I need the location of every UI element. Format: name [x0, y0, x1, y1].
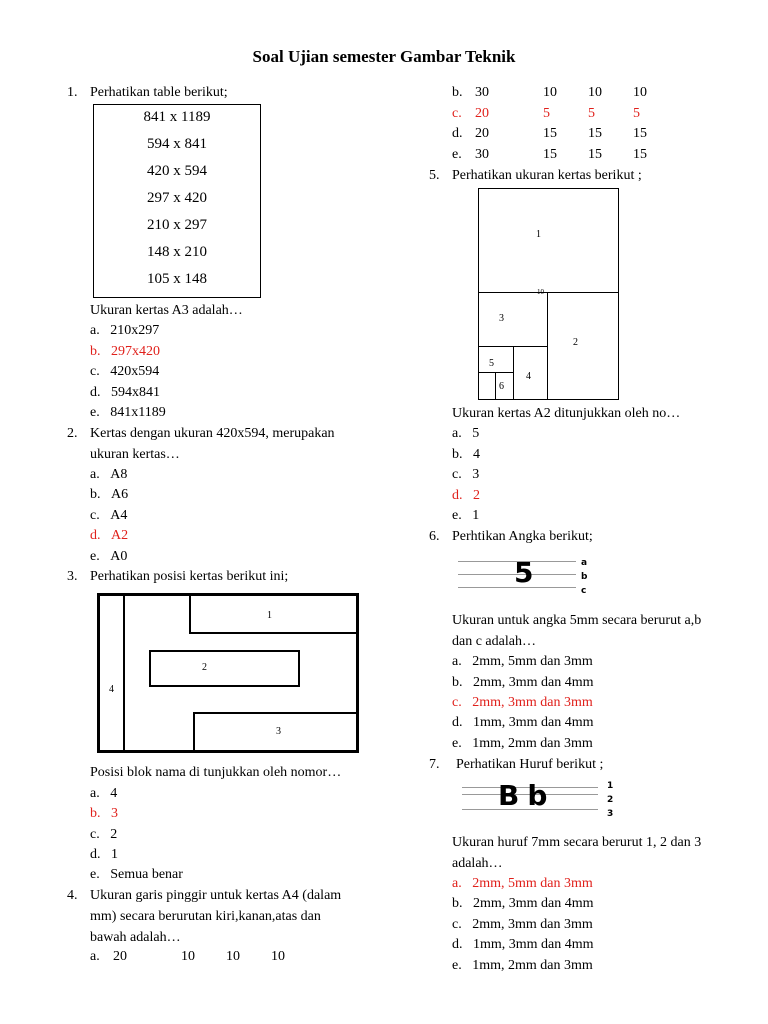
paper-size-table [93, 104, 261, 298]
q5-option-e[interactable] [452, 507, 479, 525]
q3-option-a[interactable] [90, 785, 117, 803]
q4-text-line3: bawah adalah… [90, 930, 181, 945]
option-letter: c. [452, 106, 462, 121]
q6-text: Perhtikan Angka berikut; [452, 529, 593, 544]
q6-text-line1: Ukuran untuk angka 5mm secara berurut a,b [452, 613, 702, 628]
q1-option-d[interactable] [90, 384, 160, 402]
option-letter: e. [452, 958, 462, 973]
q1-text: Perhatikan table berikut; [90, 85, 228, 100]
option-value: 10 [543, 85, 557, 100]
q5-option-b[interactable] [452, 446, 480, 464]
option-value: 20 [475, 126, 489, 141]
option-text: A0 [110, 549, 128, 564]
option-letter: e. [452, 147, 462, 162]
q1-option-e[interactable] [90, 404, 166, 422]
q7-option-e[interactable] [452, 957, 593, 975]
area-label: 2 [573, 337, 578, 348]
option-letter: a. [452, 426, 462, 441]
q4-text-line1: Ukuran garis pinggir untuk kertas A4 (dalam [90, 888, 342, 903]
option-text: 594x841 [111, 385, 160, 400]
block-label: 1 [267, 610, 272, 621]
option-text: Semua benar [110, 867, 183, 882]
area-label: 3 [499, 313, 504, 324]
q7-text-line1: Ukuran huruf 7mm secara berurut 1, 2 dan 3 [452, 835, 702, 850]
q2-option-c[interactable] [90, 507, 127, 525]
option-letter: d. [90, 385, 101, 400]
q7-number: 7. [429, 757, 440, 772]
q1-prompt: Ukuran kertas A3 adalah… [90, 303, 243, 318]
option-letter: b. [452, 85, 463, 100]
area-label: 6 [499, 381, 504, 392]
area-5 [478, 346, 514, 373]
option-text: 3 [111, 806, 118, 821]
option-letter: a. [90, 949, 100, 964]
letter-figure [462, 781, 622, 825]
option-text: 2mm, 5mm dan 3mm [472, 654, 593, 669]
area-2 [547, 292, 619, 400]
area-label: 10 [537, 288, 544, 296]
option-text: 2mm, 3mm dan 3mm [472, 695, 593, 710]
option-letter: d. [452, 126, 463, 141]
q3-option-b[interactable] [90, 805, 118, 823]
q6-option-b[interactable] [452, 674, 594, 692]
q3-option-d[interactable] [90, 846, 118, 864]
option-letter: b. [452, 447, 463, 462]
mark-label: b [581, 572, 588, 582]
option-text: 4 [110, 786, 118, 801]
mark-label: 1 [607, 781, 614, 791]
option-text: 2mm, 3mm dan 4mm [473, 675, 594, 690]
q2-option-e[interactable] [90, 548, 127, 566]
table-row: 594 x 841 [147, 136, 207, 152]
option-text: A6 [111, 487, 129, 502]
q2-option-a[interactable] [90, 466, 127, 484]
option-letter: e. [452, 508, 462, 523]
option-letter: a. [90, 786, 100, 801]
block-2 [149, 650, 300, 687]
option-value: 20 [475, 106, 489, 121]
option-value: 30 [475, 85, 489, 100]
q5-prompt: Ukuran kertas A2 ditunjukkan oleh no… [452, 406, 681, 421]
option-letter: c. [452, 695, 462, 710]
table-row: 148 x 210 [147, 244, 207, 260]
q2-text-line2: ukuran kertas… [90, 447, 180, 462]
q6-text-line2: dan c adalah… [452, 634, 536, 649]
option-text: 2mm, 3mm dan 4mm [473, 896, 594, 911]
q1-option-a[interactable] [90, 322, 159, 340]
q3-option-e[interactable] [90, 866, 183, 884]
mark-label: a [581, 558, 588, 568]
option-value: 15 [588, 147, 602, 162]
option-letter: d. [452, 488, 463, 503]
q3-prompt: Posisi blok nama di tunjukkan oleh nomor… [90, 765, 342, 780]
option-text: 2 [473, 488, 480, 503]
q3-option-c[interactable] [90, 826, 117, 844]
q4-text-line2: mm) secara berurutan kiri,kanan,atas dan [90, 909, 321, 924]
q7-text: Perhatikan Huruf berikut ; [456, 757, 604, 772]
q7-text-line2: adalah… [452, 856, 503, 871]
block-label: 2 [202, 662, 207, 673]
option-value: 10 [633, 85, 647, 100]
paper-size-diagram [478, 188, 619, 400]
option-value: 20 [113, 949, 127, 964]
q7-option-c[interactable] [452, 916, 593, 934]
q6-number: 6. [429, 529, 440, 544]
option-text: 2 [110, 827, 118, 842]
q1-number: 1. [67, 85, 78, 100]
option-text: 3 [472, 467, 480, 482]
option-text: 1 [472, 508, 480, 523]
option-value: 10 [181, 949, 195, 964]
option-letter: e. [90, 549, 100, 564]
area-label: 5 [489, 358, 494, 369]
option-letter: c. [90, 827, 100, 842]
option-text: 1 [111, 847, 118, 862]
area-6 [495, 372, 514, 400]
q5-option-c[interactable] [452, 466, 479, 484]
option-text: A2 [111, 528, 129, 543]
paper-layout-diagram [97, 593, 359, 753]
option-letter: a. [90, 323, 100, 338]
option-letter: c. [452, 467, 462, 482]
option-value: 5 [633, 106, 640, 121]
q5-number: 5. [429, 168, 440, 183]
option-text: 2mm, 5mm dan 3mm [472, 876, 593, 891]
option-letter: c. [90, 508, 100, 523]
q5-option-d[interactable] [452, 487, 480, 505]
option-letter: b. [90, 806, 101, 821]
table-row: 105 x 148 [147, 271, 207, 287]
area-3 [478, 292, 548, 347]
block-label: 3 [276, 726, 281, 737]
option-letter: b. [452, 675, 463, 690]
q2-option-d[interactable] [90, 527, 128, 545]
option-value: 15 [633, 126, 647, 141]
q7-option-a[interactable] [452, 875, 593, 893]
q3-number: 3. [67, 569, 78, 584]
option-value: 15 [543, 126, 557, 141]
digit-5: 5 [514, 556, 534, 589]
table-row: 210 x 297 [147, 217, 207, 233]
option-letter: a. [90, 467, 100, 482]
block-3 [193, 712, 356, 750]
option-letter: d. [90, 847, 101, 862]
option-value: 5 [543, 106, 550, 121]
q3-text: Perhatikan posisi kertas berikut ini; [90, 569, 289, 584]
q1-option-b[interactable] [90, 343, 160, 361]
q5-option-a[interactable] [452, 425, 479, 443]
q5-text: Perhatikan ukuran kertas berikut ; [452, 168, 642, 183]
option-text: A4 [110, 508, 128, 523]
option-letter: a. [452, 654, 462, 669]
q4-number: 4. [67, 888, 78, 903]
option-letter: e. [452, 736, 462, 751]
option-text: 5 [472, 426, 480, 441]
option-letter: e. [90, 867, 100, 882]
option-text: 1mm, 2mm dan 3mm [472, 958, 593, 973]
q6-option-e[interactable] [452, 735, 593, 753]
mark-label: 3 [607, 809, 614, 819]
q2-number: 2. [67, 426, 78, 441]
option-text: 1mm, 3mm dan 4mm [473, 937, 594, 952]
option-letter: d. [452, 715, 463, 730]
q6-option-a[interactable] [452, 653, 593, 671]
area-label: 4 [526, 371, 531, 382]
option-value: 10 [226, 949, 240, 964]
mark-label: 2 [607, 795, 614, 805]
q6-option-c[interactable] [452, 694, 593, 712]
area-1 [478, 188, 619, 293]
q2-option-b[interactable] [90, 486, 128, 504]
page-title: Soal Ujian semester Gambar Teknik [252, 47, 516, 66]
option-text: 4 [473, 447, 480, 462]
option-text: A8 [110, 467, 128, 482]
option-letter: b. [90, 487, 101, 502]
option-letter: c. [90, 364, 100, 379]
block-label: 4 [109, 684, 114, 695]
option-text: 2mm, 3mm dan 3mm [472, 917, 593, 932]
option-value: 5 [588, 106, 595, 121]
q2-text-line1: Kertas dengan ukuran 420x594, merupakan [90, 426, 335, 441]
option-value: 10 [588, 85, 602, 100]
option-letter: e. [90, 405, 100, 420]
option-value: 15 [543, 147, 557, 162]
option-value: 15 [588, 126, 602, 141]
table-row: 297 x 420 [147, 190, 207, 206]
q7-option-b[interactable] [452, 895, 594, 913]
letters-bb: Bb [498, 779, 556, 812]
option-letter: b. [90, 344, 101, 359]
q6-option-d[interactable] [452, 714, 594, 732]
area-label: 1 [536, 229, 541, 240]
option-text: 1mm, 3mm dan 4mm [473, 715, 594, 730]
option-value: 15 [633, 147, 647, 162]
option-text: 1mm, 2mm dan 3mm [472, 736, 593, 751]
table-row: 841 x 1189 [143, 109, 211, 125]
block-1 [189, 596, 356, 634]
option-letter: c. [452, 917, 462, 932]
q7-option-d[interactable] [452, 936, 594, 954]
option-letter: b. [452, 896, 463, 911]
option-value: 10 [271, 949, 285, 964]
option-text: 841x1189 [110, 405, 166, 420]
option-text: 420x594 [110, 364, 160, 379]
option-letter: a. [452, 876, 462, 891]
option-letter: d. [452, 937, 463, 952]
table-row: 420 x 594 [147, 163, 207, 179]
option-text: 297x420 [111, 344, 160, 359]
digit-figure [458, 556, 588, 598]
option-text: 210x297 [110, 323, 160, 338]
option-letter: d. [90, 528, 101, 543]
mark-label: c [581, 586, 587, 596]
q1-option-c[interactable] [90, 363, 159, 381]
option-value: 30 [475, 147, 489, 162]
block-4 [123, 596, 125, 750]
